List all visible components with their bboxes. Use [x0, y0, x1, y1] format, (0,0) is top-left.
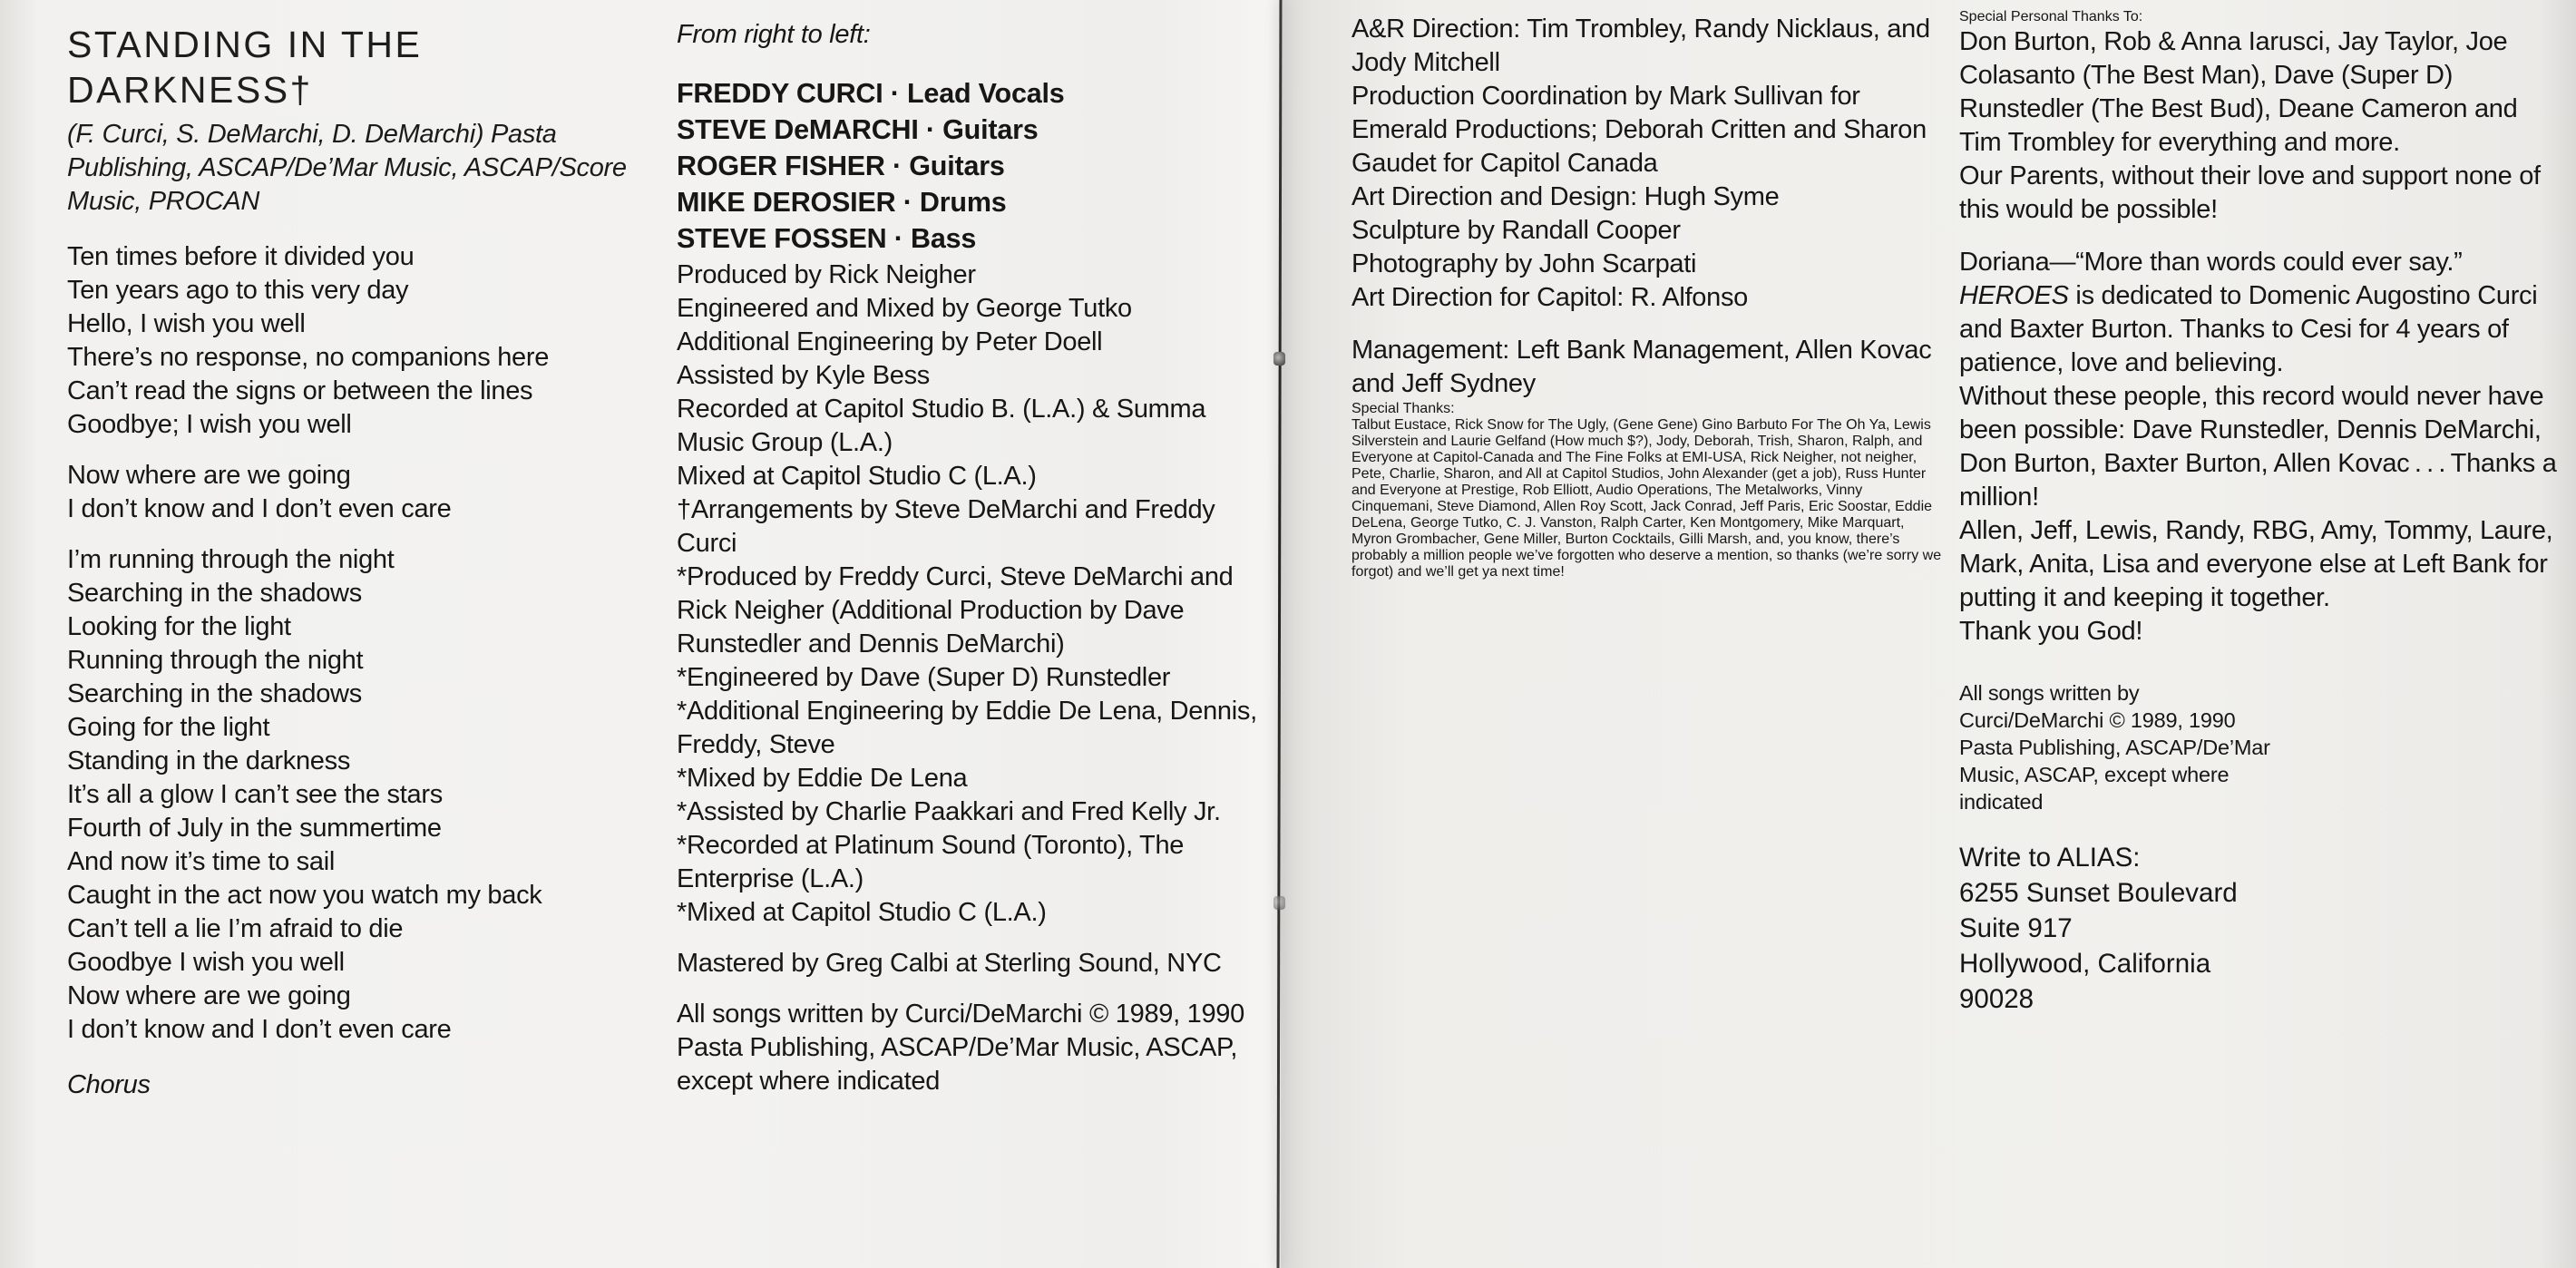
song-title-line: DARKNESS† [67, 69, 313, 111]
art-credit-line: Photography by John Scarpati [1351, 249, 1697, 278]
credit-line: Recorded at Capitol Studio B. (L.A.) & Summa Music Group (L.A.) [677, 395, 1206, 457]
production-credit-lines [677, 258, 1266, 930]
lyrics-stanza [67, 543, 640, 1047]
lyric-line: Looking for the light [67, 612, 291, 641]
band-member-line: FREDDY CURCI · Lead Vocals [677, 78, 1065, 109]
lyric-line: And now it’s time to sail [67, 847, 335, 876]
art-credit-line: Art Direction for Capitol: R. Alfonso [1351, 283, 1748, 312]
lyric-line: I’m running through the night [67, 545, 395, 574]
small-publishing-line: Music, ASCAP, except where [1959, 763, 2230, 786]
address-line: Hollywood, California [1959, 949, 2211, 979]
dedication-rest: is dedicated to Domenic Augostino Curci and Baxter Burton. Thanks to Cesi for 4 years of patience, love and believing. [1959, 281, 2538, 377]
left-bank-thanks-text: Allen, Jeff, Lewis, Randy, RBG, Amy, Tommy, Laure, Mark, Anita, Lisa and everyone else at Left Bank for putting it and keeping it together. [1959, 516, 2553, 612]
address-line: Write to ALIAS: [1959, 843, 2141, 873]
lyrics-stanza [67, 240, 640, 442]
band-member-line: STEVE FOSSEN · Bass [677, 223, 977, 254]
mastering-credit: Mastered by Greg Calbi at Sterling Sound, NYC [677, 949, 1222, 978]
lyric-line: Going for the light [67, 713, 270, 742]
dedication-text [1959, 279, 2561, 380]
anr-direction: A&R Direction: Tim Trombley, Randy Nicklaus, and Jody Mitchell [1351, 15, 1930, 77]
address-line: 6255 Sunset Boulevard [1959, 878, 2238, 908]
staple [1273, 896, 1285, 910]
photo-caption-intro: From right to left: [677, 20, 871, 49]
credit-line: Assisted by Kyle Bess [677, 361, 930, 390]
credit-line: Additional Engineering by Peter Doell [677, 327, 1103, 356]
credit-line: *Mixed by Eddie De Lena [677, 764, 968, 793]
lyrics-stanza [67, 459, 640, 526]
credit-line: *Additional Engineering by Eddie De Lena, Dennis, Freddy, Steve [677, 697, 1257, 759]
production-coordination: Production Coordination by Mark Sullivan for Emerald Productions; Deborah Critten and Sharon Gaudet for Capitol Canada [1351, 82, 1927, 178]
doriana-quote: Doriana—“More than words could ever say.” [1959, 248, 2463, 277]
credit-line: *Engineered by Dave (Super D) Runstedler [677, 663, 1171, 692]
lyric-line: Fourth of July in the summertime [67, 814, 442, 843]
chorus-note: Chorus [67, 1070, 151, 1099]
lyric-line: Goodbye; I wish you well [67, 410, 352, 439]
lyric-line: Ten times before it divided you [67, 242, 415, 271]
lyric-line: I don’t know and I don’t even care [67, 494, 452, 523]
art-credit-line: Art Direction and Design: Hugh Syme [1351, 182, 1780, 211]
small-publishing-line: Pasta Publishing, ASCAP/De’Mar [1959, 736, 2270, 759]
lyric-line: Hello, I wish you well [67, 309, 306, 338]
lyric-line: Goodbye I wish you well [67, 948, 345, 977]
small-publishing-line: indicated [1959, 790, 2044, 814]
credit-line: *Mixed at Capitol Studio C (L.A.) [677, 898, 1047, 927]
band-members-list [677, 75, 1266, 257]
special-thanks-block [1351, 401, 1947, 580]
lyric-line: I don’t know and I don’t even care [67, 1015, 452, 1044]
publishing-notice [677, 998, 1266, 1098]
publishing-line: Pasta Publishing, ASCAP/De’Mar Music, ASCAP, except where indicated [677, 1033, 1238, 1096]
lyric-line: Now where are we going [67, 461, 351, 490]
album-title: HEROES [1959, 281, 2069, 310]
lyric-line: There’s no response, no companions here [67, 343, 550, 372]
credit-line: †Arrangements by Steve DeMarchi and Freddy Curci [677, 495, 1215, 558]
special-thanks-text: Talbut Eustace, Rick Snow for The Ugly, (Gene Gene) Gino Barbuto For The Oh Ya, Lewis Silverstein and Laurie Gelfand (How much $?), Jody, Deborah, Trish, Sharon, Ralph, and Everyone at Capitol-Canada and The Fine Folks at EMI-USA, Rick Neigher, not neigher, Pete, Charlie, Sharon, and All at Capitol Studios, John Alexander (get a job), Russ Hunter and Everyone at Prestige, Rob Elliott, Audio Operations, The Metalworks, Vinny Cinquemani, Steve Diamond, Allen Roy Scott, Jack Conrad, Jeff Paris, Eric Soostar, Eddie DeLena, George Tutko, C. J. Vanston, Ralph Carter, Ken Montgomery, Mike Marquart, Myron Grombacher, Gene Miller, Burton Cocktails, Gilli Marsh, and, you know, there’s probably a million people we’ve forgotten who deserve a mention, so thanks (we’re sorry we forgot) and we’ll get ya next time! [1351, 417, 1942, 580]
credit-line: Mixed at Capitol Studio C (L.A.) [677, 462, 1037, 491]
staple [1273, 352, 1285, 366]
lyric-line: Standing in the darkness [67, 746, 351, 775]
lyric-line: Can’t read the signs or between the lines [67, 376, 533, 405]
art-direction-block [1351, 180, 1947, 315]
column-production-credits [677, 18, 1266, 1098]
song-title [67, 22, 640, 112]
credit-line: Produced by Rick Neigher [677, 260, 976, 289]
personal-thanks-label: Special Personal Thanks To: [1959, 9, 2143, 24]
publishing-line: All songs written by Curci/DeMarchi © 1989, 1990 [677, 1000, 1244, 1029]
lyric-line: It’s all a glow I can’t see the stars [67, 780, 443, 809]
fan-club-address [1959, 840, 2561, 1017]
song-title-line: STANDING IN THE [67, 24, 423, 65]
lyric-line: Now where are we going [67, 981, 351, 1010]
management-credit: Management: Left Bank Management, Allen Kovac and Jeff Sydney [1351, 336, 1932, 398]
small-publishing-notice [1959, 679, 2561, 815]
special-thanks-label: Special Thanks: [1351, 401, 1455, 416]
lyric-line: Ten years ago to this very day [67, 276, 409, 305]
small-publishing-line: Curci/DeMarchi © 1989, 1990 [1959, 708, 2236, 732]
art-credit-line: Sculpture by Randall Cooper [1351, 216, 1681, 245]
credit-line: *Recorded at Platinum Sound (Toronto), The Enterprise (L.A.) [677, 831, 1185, 893]
lyric-line: Searching in the shadows [67, 679, 362, 708]
column-personal-thanks [1959, 9, 2561, 1017]
lyric-line: Running through the night [67, 646, 364, 675]
band-member-line: ROGER FISHER · Guitars [677, 151, 1005, 181]
personal-thanks-text: Don Burton, Rob & Anna Iarusci, Jay Taylor, Joe Colasanto (The Best Man), Dave (Super D) Runstedler (The Best Bud), Deane Cameron and Tim Trombley for everything and more. [1959, 27, 2518, 157]
without-these-people-text: Without these people, this record would never have been possible: Dave Runstedler, Dennis DeMarchi, Don Burton, Baxter Burton, Allen Kovac . . . Thanks a million! [1959, 382, 2557, 512]
band-member-line: STEVE DeMARCHI · Guitars [677, 114, 1039, 145]
column-label-credits [1351, 13, 1947, 600]
lyric-line: Can’t tell a lie I’m afraid to die [67, 914, 404, 943]
band-member-line: MIKE DEROSIER · Drums [677, 187, 1007, 218]
credit-line: Engineered and Mixed by George Tutko [677, 294, 1132, 323]
personal-thanks-block [1959, 9, 2561, 227]
credit-line: *Assisted by Charlie Paakkari and Fred Kelly Jr. [677, 797, 1221, 826]
address-line: Suite 917 [1959, 913, 2073, 943]
parents-thanks-text: Our Parents, without their love and support none of this would be possible! [1959, 161, 2541, 224]
address-line: 90028 [1959, 984, 2034, 1014]
thank-you-god-text: Thank you God! [1959, 617, 2143, 646]
song-writing-credit: (F. Curci, S. DeMarchi, D. DeMarchi) Pasta Publishing, ASCAP/De’Mar Music, ASCAP/Score Music, PROCAN [67, 120, 627, 216]
column-song-lyrics [67, 22, 640, 1102]
lyric-line: Caught in the act now you watch my back [67, 881, 542, 910]
small-publishing-line: All songs written by [1959, 681, 2140, 705]
credit-line: *Produced by Freddy Curci, Steve DeMarchi and Rick Neigher (Additional Production by Dave Runstedler and Dennis DeMarchi) [677, 562, 1234, 658]
lyric-line: Searching in the shadows [67, 579, 362, 608]
